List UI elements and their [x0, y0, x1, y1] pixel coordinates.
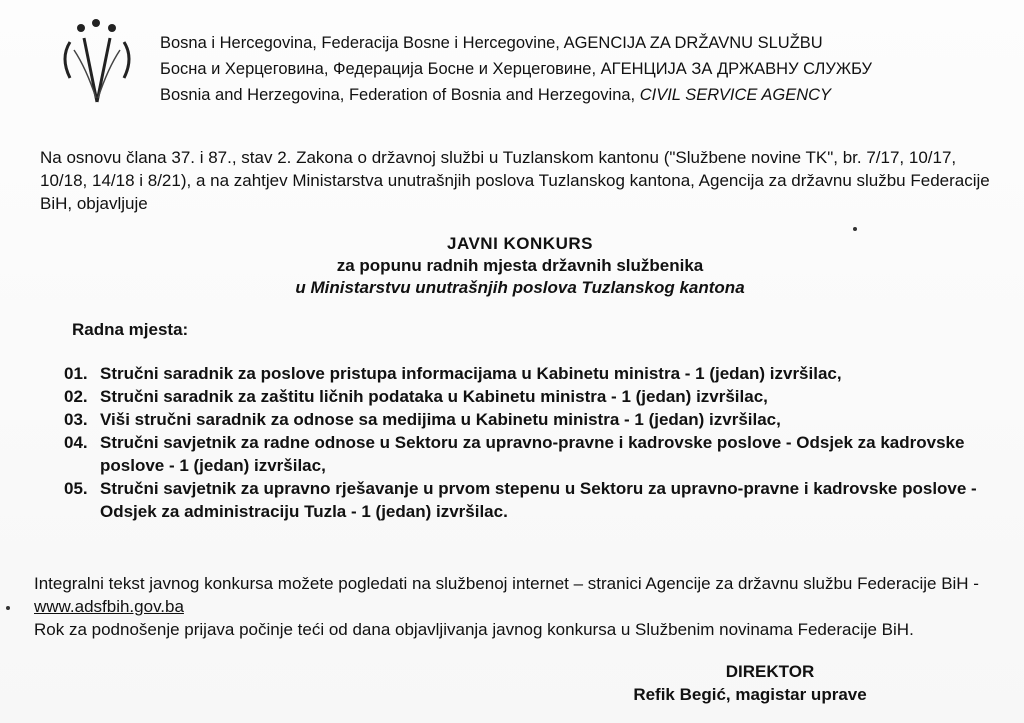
footer-text	[34, 572, 1002, 641]
list-item	[64, 431, 994, 477]
positions-list	[64, 362, 994, 523]
signature-name: Refik Begić, magistar uprave	[633, 685, 867, 704]
agency-logo-icon	[56, 18, 138, 106]
signature-block	[600, 660, 900, 706]
list-item	[64, 362, 994, 385]
signature-title: DIREKTOR	[725, 662, 815, 681]
position-number: 01.	[64, 364, 88, 383]
footer-paragraph-link: Integralni tekst javnog konkursa možete pogledati na službenoj internet – stranici Agencije za državnu službu Federacije BiH - www.adsfbih.gov.ba	[34, 574, 979, 616]
announcement-title: JAVNI KONKURS	[447, 234, 593, 253]
footer-paragraph-deadline: Rok za podnošenje prijava počinje teći od dana objavljivanja javnog konkursa u Službenim novinama Federacije BiH.	[34, 620, 914, 639]
announcement-heading	[130, 233, 910, 299]
list-item	[64, 408, 994, 431]
position-text: Stručni savjetnik za radne odnose u Sektoru za upravno-pravne i kadrovske poslove - Odsjek za kadrovske poslove - 1 (jedan) izvršilac,	[100, 433, 965, 475]
position-text: Stručni savjetnik za upravno rješavanje u prvom stepenu u Sektoru za upravno-pravne i kadrovske poslove - Odsjek za administraciju Tuzla - 1 (jedan) izvršilac.	[100, 479, 977, 521]
position-text: Stručni saradnik za zaštitu ličnih podataka u Kabinetu ministra - 1 (jedan) izvršilac,	[100, 387, 768, 406]
list-item	[64, 477, 994, 523]
list-item	[64, 385, 994, 408]
announcement-ministry: u Ministarstvu unutrašnjih poslova Tuzlanskog kantona	[295, 278, 745, 297]
position-text: Viši stručni saradnik za odnose sa medijima u Kabinetu ministra - 1 (jedan) izvršilac,	[100, 410, 781, 429]
position-number: 03.	[64, 410, 88, 429]
header-line-bs: Bosna i Hercegovina, Federacija Bosne i Hercegovine, AGENCIJA ZA DRŽAVNU SLUŽBU	[160, 34, 823, 52]
position-text: Stručni saradnik za poslove pristupa informacijama u Kabinetu ministra - 1 (jedan) izvršilac,	[100, 364, 842, 383]
position-number: 02.	[64, 387, 88, 406]
header-line-sr: Босна и Херцеговина, Федерација Босне и Херцеговине, АГЕНЦИЈА ЗА ДРЖАВНУ СЛУЖБУ	[160, 60, 873, 78]
announcement-subtitle: za popunu radnih mjesta državnih službenika	[336, 256, 704, 275]
intro-paragraph: Na osnovu člana 37. i 87., stav 2. Zakona o državnoj službi u Tuzlanskom kantonu ("Službene novine TK", br. 7/17, 10/17, 10/18, 14/18 i 8/21), a na zahtjev Ministarstva unutrašnjih poslova Tuzlanskog kantona, Agencija za državnu službu Federacije BiH, objavljuje	[40, 148, 990, 213]
position-number: 04.	[64, 433, 88, 452]
position-number: 05.	[64, 479, 88, 498]
agency-website-link[interactable]: www.adsfbih.gov.ba	[34, 597, 184, 616]
print-speck	[853, 227, 857, 231]
positions-label: Radna mjesta:	[72, 320, 189, 339]
print-speck	[6, 606, 10, 610]
agency-header	[160, 30, 872, 108]
header-line-en: Bosnia and Herzegovina, Federation of Bosnia and Herzegovina, CIVIL SERVICE AGENCY	[160, 86, 832, 104]
